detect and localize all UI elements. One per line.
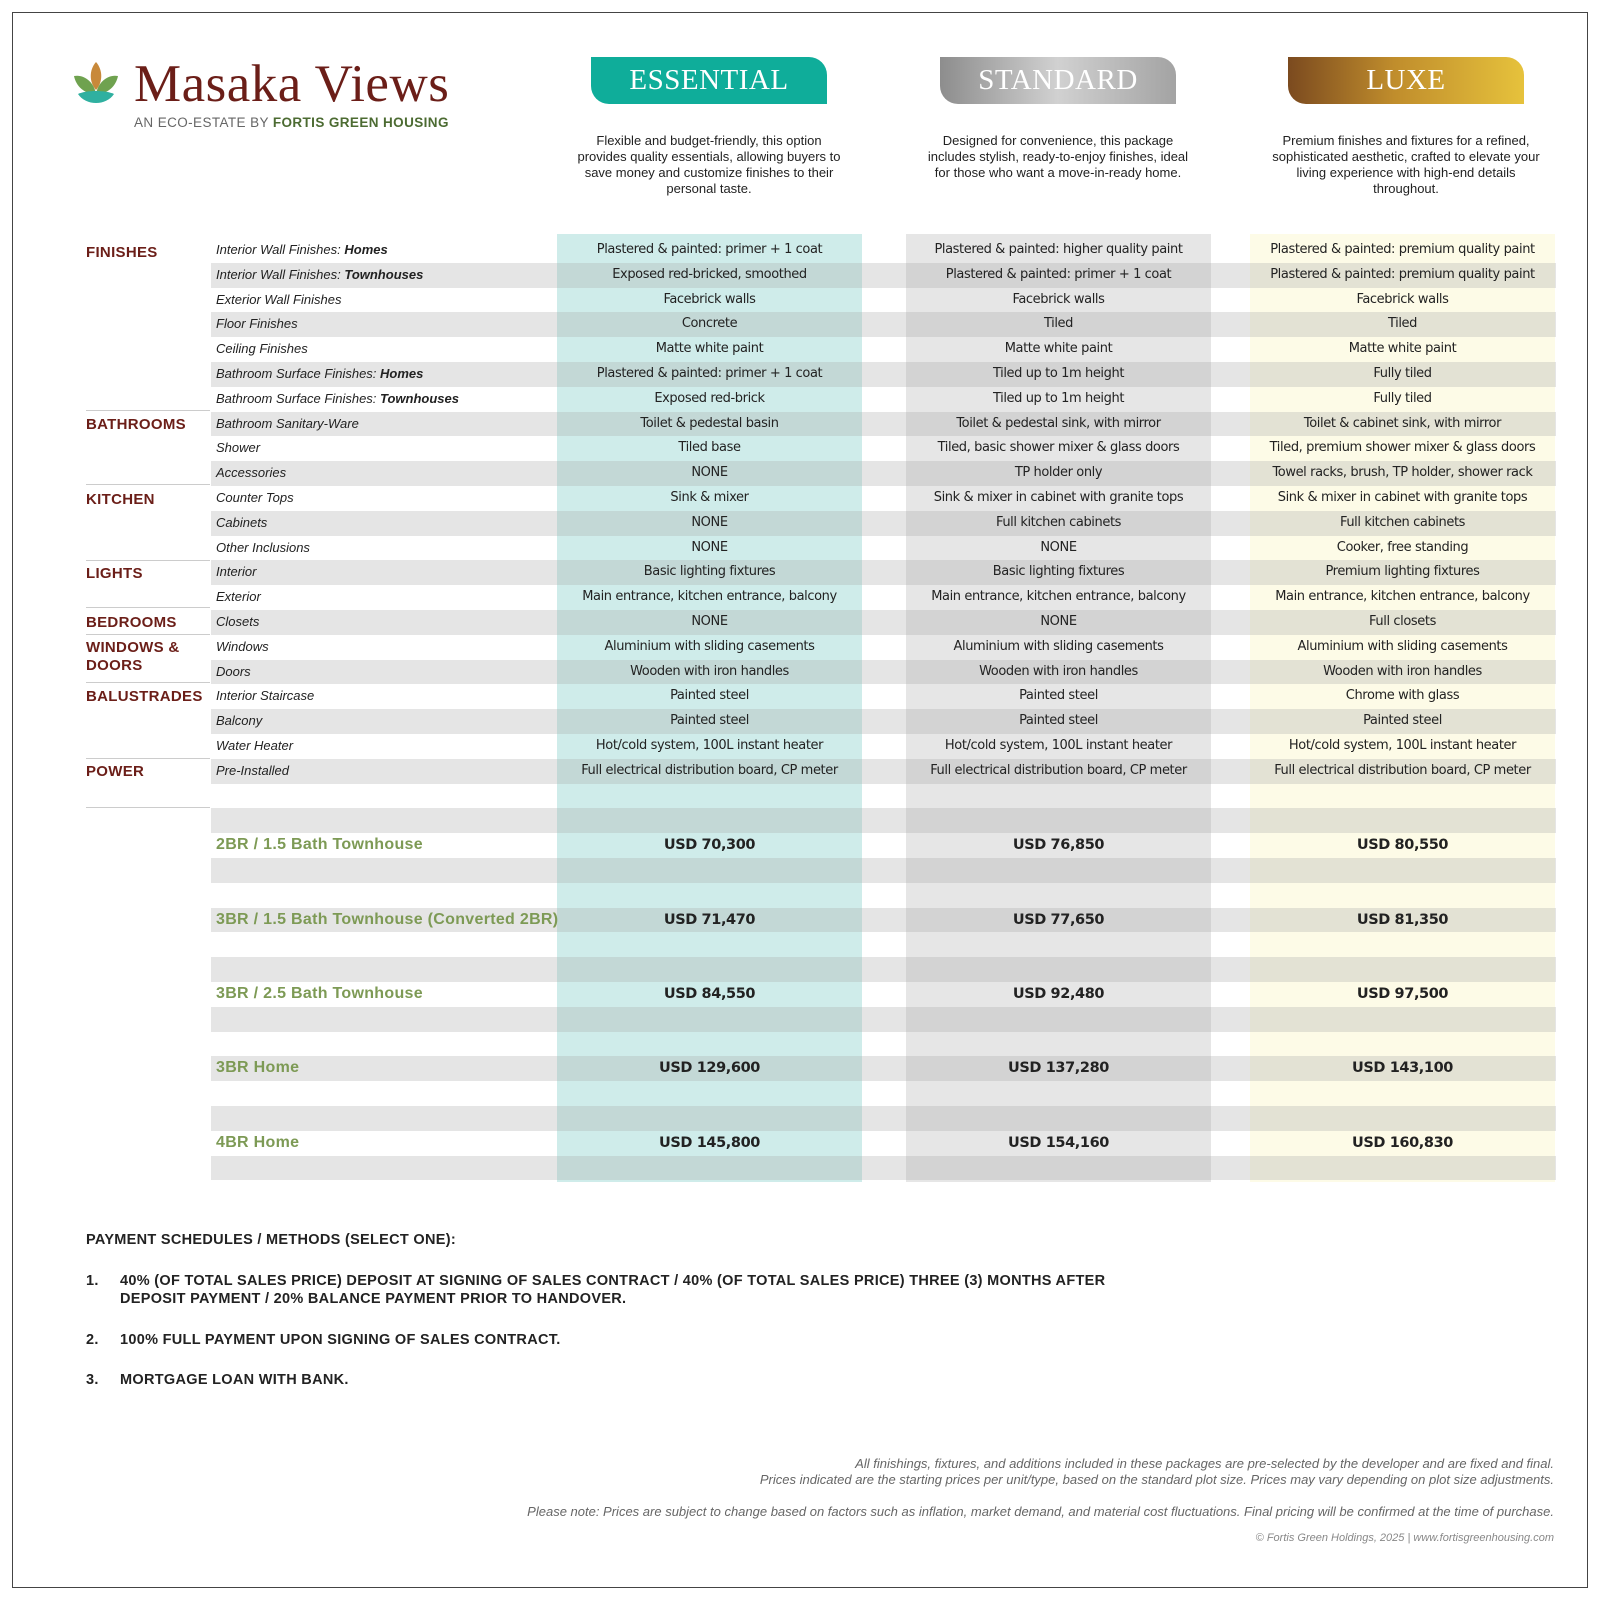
table-row — [0, 709, 1600, 734]
table-cell: Hot/cold system, 100L instant heater — [944, 738, 1173, 753]
table-cell: NONE — [1040, 539, 1077, 555]
table-cell: Full electrical distribution board, CP meter — [930, 762, 1187, 778]
table-row — [0, 288, 1600, 313]
feature-label: Ceiling Finishes — [216, 341, 308, 357]
price-row — [0, 982, 1600, 1007]
price-cell: USD 145,800 — [659, 1134, 760, 1151]
table-cell: TP holder only — [1014, 465, 1103, 481]
table-row — [0, 436, 1600, 461]
footer-note-prices: Please note: Prices are subject to change based on factors such as inflation, market demand, and material cost fluctuations. Final pricing will be confirmed at the time of purchase. — [527, 1504, 1554, 1519]
table-cell: Plastered & painted: primer + 1 coat — [596, 242, 823, 257]
table-row — [0, 635, 1600, 660]
feature-label: Bathroom Surface Finishes: Homes — [216, 366, 424, 381]
table-cell: Tiled base — [678, 440, 741, 456]
category-divider — [86, 807, 210, 808]
category-finishes: FINISHES — [86, 244, 158, 261]
brand-name: Masaka Views — [134, 55, 450, 113]
table-row — [0, 312, 1600, 337]
price-row — [0, 908, 1600, 933]
price-row — [0, 1056, 1600, 1081]
table-cell: Tiled — [1387, 316, 1417, 332]
footer-note-fixed: All finishings, fixtures, and additions included in these packages are pre-selected by the developer and are fixed and final. — [855, 1456, 1554, 1471]
table-cell: Sink & mixer — [670, 490, 749, 505]
lotus-logo-icon — [72, 60, 120, 108]
table-cell: Hot/cold system, 100L instant heater — [1288, 738, 1517, 753]
table-cell: Premium lighting fixtures — [1325, 564, 1480, 580]
table-row — [0, 337, 1600, 362]
price-cell: USD 81,350 — [1356, 911, 1449, 928]
price-row — [0, 833, 1600, 858]
price-cell: USD 76,850 — [1012, 837, 1105, 854]
category-balustrades: BALUSTRADES — [86, 688, 203, 705]
table-cell: Tiled — [1043, 316, 1073, 332]
price-cell: USD 143,100 — [1352, 1060, 1453, 1077]
row-band — [211, 808, 1556, 833]
table-row — [0, 536, 1600, 561]
table-cell: Towel racks, brush, TP holder, shower rack — [1272, 465, 1533, 481]
table-row — [0, 610, 1600, 635]
table-cell: Matte white paint — [1004, 341, 1113, 357]
table-cell: Wooden with iron handles — [630, 663, 789, 679]
essential-package-header: ESSENTIAL — [591, 57, 827, 104]
feature-label: Bathroom Sanitary-Ware — [216, 415, 359, 431]
feature-label: Balcony — [216, 713, 263, 729]
row-band — [211, 1007, 1556, 1032]
row-band — [211, 858, 1556, 883]
table-cell: Facebrick walls — [1356, 291, 1449, 307]
table-cell: Full kitchen cabinets — [1339, 514, 1466, 530]
table-cell: Main entrance, kitchen entrance, balcony — [582, 589, 837, 605]
table-cell: Plastered & painted: primer + 1 coat — [945, 266, 1172, 282]
table-cell: Painted steel — [1019, 713, 1098, 729]
price-cell: USD 154,160 — [1008, 1134, 1109, 1151]
category-power: POWER — [86, 763, 145, 780]
feature-label: Interior — [216, 564, 257, 580]
table-cell: Basic lighting fixtures — [643, 564, 776, 580]
unit-type-label: 4BR Home — [216, 1133, 300, 1151]
copyright: © Fortis Green Holdings, 2025 | www.fortisgreenhousing.com — [1255, 1532, 1554, 1544]
feature-label: Water Heater — [216, 738, 294, 753]
table-row — [0, 684, 1600, 709]
price-row — [0, 1131, 1600, 1156]
price-cell: USD 129,600 — [659, 1060, 760, 1077]
table-cell: Painted steel — [1363, 713, 1442, 729]
price-cell: USD 84,550 — [663, 986, 756, 1002]
table-cell: NONE — [691, 614, 728, 629]
feature-label: Other Inclusions — [216, 539, 310, 555]
table-cell: NONE — [691, 539, 728, 555]
price-cell: USD 137,280 — [1008, 1060, 1109, 1077]
feature-label: Bathroom Surface Finishes: Townhouses — [216, 390, 459, 406]
table-cell: Concrete — [681, 316, 738, 332]
price-cell: USD 92,480 — [1012, 986, 1105, 1002]
table-cell: Plastered & painted: higher quality paint — [934, 242, 1183, 257]
table-cell: Hot/cold system, 100L instant heater — [595, 738, 824, 753]
unit-type-label: 3BR / 1.5 Bath Townhouse (Converted 2BR) — [216, 910, 559, 928]
table-cell: Main entrance, kitchen entrance, balcony — [931, 589, 1186, 605]
table-row — [0, 560, 1600, 585]
table-cell: Wooden with iron handles — [1323, 663, 1482, 679]
category-lights: LIGHTS — [86, 565, 143, 582]
feature-label: Exterior Wall Finishes — [216, 291, 342, 307]
feature-label: Cabinets — [216, 514, 268, 530]
unit-type-label: 2BR / 1.5 Bath Townhouse — [216, 836, 423, 854]
unit-type-label: 3BR / 2.5 Bath Townhouse — [216, 985, 423, 1002]
table-cell: Sink & mixer in cabinet with granite tops — [933, 490, 1184, 505]
table-cell: Full closets — [1369, 614, 1436, 629]
table-cell: Plastered & painted: primer + 1 coat — [596, 366, 823, 381]
table-cell: Matte white paint — [655, 341, 764, 357]
luxe-description: Premium finishes and fixtures for a refined, sophisticated aesthetic, crafted to elevate your living experience with high-end details throughout. — [1272, 133, 1540, 196]
table-row — [0, 585, 1600, 610]
category-bathrooms: BATHROOMS — [86, 416, 186, 433]
feature-label: Accessories — [216, 465, 287, 481]
category-windows-doors: WINDOWS & DOORS — [86, 639, 180, 674]
table-cell: Tiled up to 1m height — [992, 366, 1125, 381]
table-row — [0, 660, 1600, 685]
table-cell: Matte white paint — [1348, 341, 1457, 357]
table-cell: Aluminium with sliding casements — [1297, 638, 1508, 654]
table-cell: Tiled, premium shower mixer & glass doors — [1269, 440, 1536, 456]
table-cell: Painted steel — [1019, 688, 1098, 704]
price-cell: USD 77,650 — [1012, 911, 1105, 928]
feature-label: Interior Wall Finishes: Townhouses — [216, 266, 424, 282]
table-cell: Exposed red-bricked, smoothed — [612, 266, 807, 282]
feature-label: Interior Staircase — [216, 688, 315, 704]
table-cell: Tiled up to 1m height — [992, 390, 1125, 406]
feature-label: Exterior — [216, 589, 261, 605]
table-row — [0, 759, 1600, 784]
table-cell: Facebrick walls — [663, 291, 756, 307]
price-cell: USD 71,470 — [663, 911, 756, 928]
table-cell: Toilet & cabinet sink, with mirror — [1303, 415, 1502, 431]
table-cell: Plastered & painted: premium quality paint — [1270, 242, 1535, 257]
company-name: FORTIS GREEN HOUSING — [272, 115, 449, 130]
category-kitchen: KITCHEN — [86, 491, 155, 508]
table-row — [0, 387, 1600, 412]
table-cell: Aluminium with sliding casements — [604, 638, 815, 654]
row-band — [211, 957, 1556, 982]
table-cell: Painted steel — [670, 688, 749, 704]
standard-package-header: STANDARD — [940, 57, 1176, 104]
table-row — [0, 238, 1600, 263]
table-cell: Chrome with glass — [1345, 688, 1460, 704]
essential-description: Flexible and budget-friendly, this option provides quality essentials, allowing buyers to save money and customize finishes to their personal taste. — [577, 133, 841, 196]
price-cell: USD 97,500 — [1356, 986, 1449, 1002]
table-cell: Full kitchen cabinets — [995, 514, 1122, 530]
price-cell: USD 160,830 — [1352, 1134, 1453, 1151]
brand-tagline: AN ECO-ESTATE BY FORTIS GREEN HOUSING — [134, 115, 449, 130]
table-cell: Main entrance, kitchen entrance, balcony — [1275, 589, 1530, 605]
price-cell: USD 80,550 — [1356, 837, 1449, 854]
feature-label: Counter Tops — [216, 490, 294, 505]
table-cell: Toilet & pedestal basin — [640, 415, 779, 431]
table-cell: Facebrick walls — [1012, 291, 1105, 307]
table-row — [0, 412, 1600, 437]
table-cell: Full electrical distribution board, CP meter — [1274, 762, 1531, 778]
row-band — [211, 1106, 1556, 1131]
feature-label: Floor Finishes — [216, 316, 298, 332]
feature-label: Interior Wall Finishes: Homes — [216, 242, 388, 257]
table-cell: Fully tiled — [1373, 390, 1432, 406]
unit-type-label: 3BR Home — [216, 1059, 300, 1077]
table-row — [0, 734, 1600, 759]
table-cell: Full electrical distribution board, CP meter — [581, 762, 838, 778]
table-row — [0, 362, 1600, 387]
feature-label: Shower — [216, 440, 261, 456]
table-cell: Sink & mixer in cabinet with granite tops — [1277, 490, 1528, 505]
table-row — [0, 461, 1600, 486]
table-cell: Painted steel — [670, 713, 749, 729]
table-row — [0, 511, 1600, 536]
feature-label: Doors — [216, 663, 251, 679]
table-row — [0, 486, 1600, 511]
table-row — [0, 263, 1600, 288]
table-cell: NONE — [691, 514, 728, 530]
table-cell: Toilet & pedestal sink, with mirror — [956, 415, 1161, 431]
table-cell: Fully tiled — [1373, 366, 1432, 381]
luxe-package-header: LUXE — [1288, 57, 1524, 104]
feature-label: Pre-Installed — [216, 762, 289, 778]
payment-title: PAYMENT SCHEDULES / METHODS (SELECT ONE): — [86, 1232, 456, 1248]
table-cell: Basic lighting fixtures — [992, 564, 1125, 580]
standard-description: Designed for convenience, this package includes stylish, ready-to-enjoy finishes, ideal for those who want a move-in-ready home. — [927, 133, 1189, 180]
table-cell: Wooden with iron handles — [979, 663, 1138, 679]
row-band — [211, 1156, 1556, 1181]
table-cell: Plastered & painted: premium quality paint — [1270, 266, 1535, 282]
table-cell: Aluminium with sliding casements — [953, 638, 1164, 654]
price-cell: USD 70,300 — [663, 837, 756, 854]
table-cell: NONE — [691, 465, 728, 481]
table-cell: Cooker, free standing — [1336, 539, 1469, 555]
table-cell: NONE — [1040, 614, 1077, 629]
category-bedrooms: BEDROOMS — [86, 614, 177, 631]
feature-label: Closets — [216, 614, 260, 629]
table-cell: Exposed red-brick — [654, 390, 765, 406]
feature-label: Windows — [216, 638, 269, 654]
table-cell: Tiled, basic shower mixer & glass doors — [937, 440, 1180, 456]
footer-note-plot: Prices indicated are the starting prices per unit/type, based on the standard plot size. Prices may vary depending on plot size adjustments. — [759, 1472, 1554, 1487]
